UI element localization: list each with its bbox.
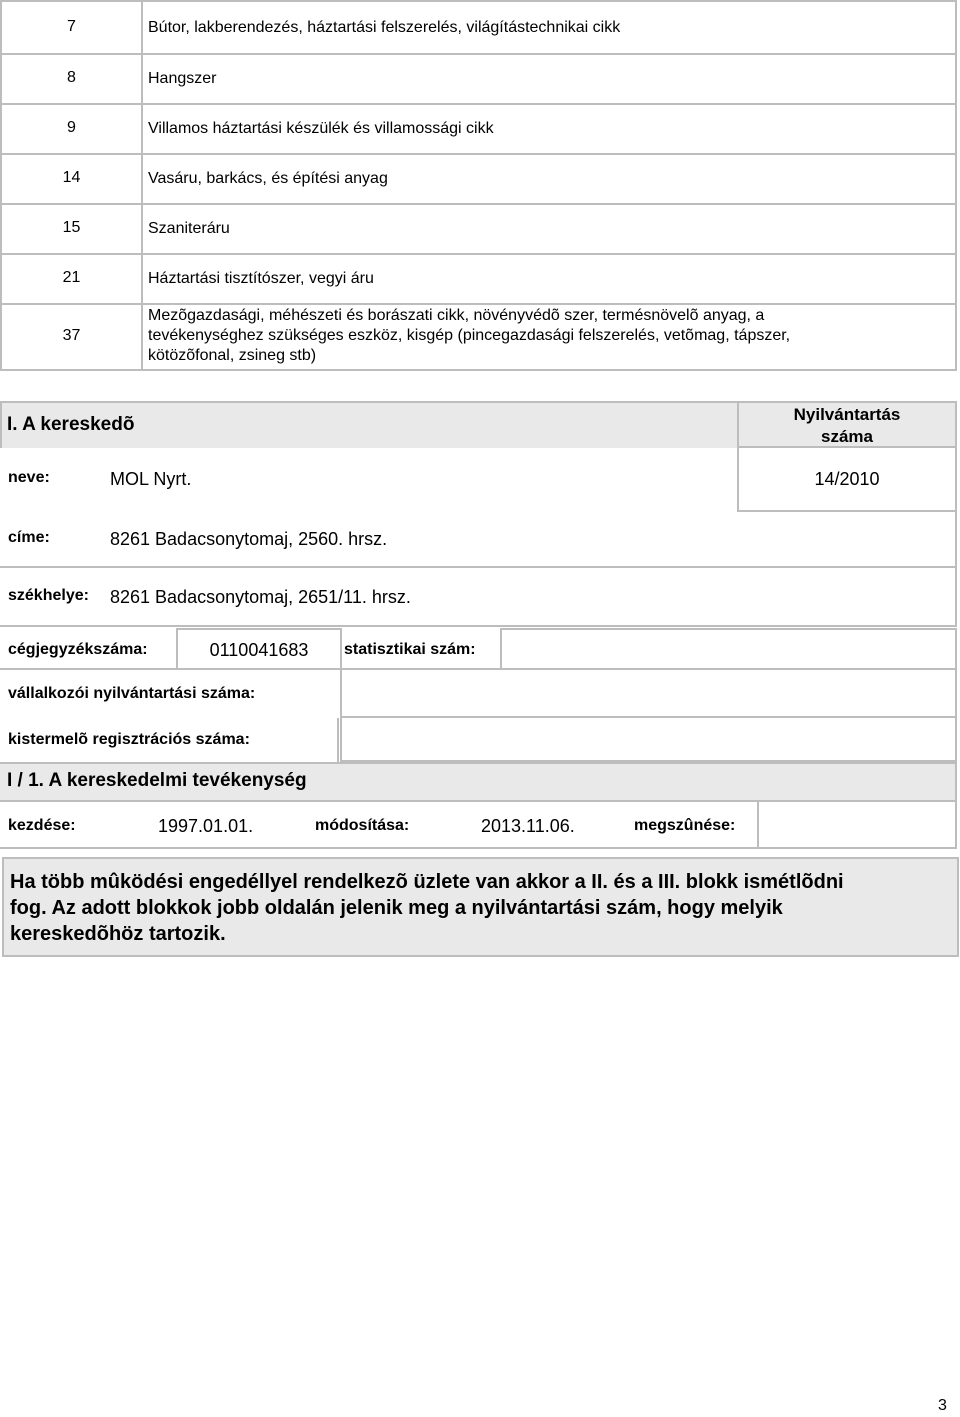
registration-header-line2: száma [821, 427, 873, 446]
category-code: 15 [62, 219, 81, 236]
category-code: 7 [67, 18, 76, 35]
category-name: Háztartási tisztítószer, vegyi áru [148, 270, 374, 287]
seat-value: 8261 Badacsonytomaj, 2651/11. hrsz. [110, 587, 411, 607]
stat-label: statisztikai szám: [344, 641, 476, 658]
entrepreneur-label: vállalkozói nyilvántartási száma: [8, 685, 256, 702]
start-value: 1997.01.01. [158, 816, 254, 836]
section-title: I. A kereskedõ [7, 414, 135, 435]
category-name: Bútor, lakberendezés, háztartási felszerelés, világítástechnikai cikk [148, 19, 621, 36]
registration-header: Nyilvántartás [793, 405, 901, 424]
section-title: I / 1. A kereskedelmi tevékenység [7, 770, 307, 791]
category-code: 21 [62, 269, 81, 286]
registration-number: 14/2010 [814, 469, 880, 489]
category-name: Vasáru, barkács, és építési anyag [148, 170, 388, 187]
company-reg-value: 0110041683 [209, 640, 309, 660]
category-name-line: tevékenységhez szükséges eszköz, kisgép (pincegazdasági felszerelés, vetõmag, tápszer, [148, 327, 791, 344]
category-code: 37 [62, 327, 81, 344]
notice-box [2, 857, 959, 957]
address-label: címe: [8, 529, 50, 546]
category-name-line: Mezõgazdasági, méhészeti és borászati cikk, növényvédõ szer, termésnövelõ anyag, a [148, 307, 765, 324]
seat-label: székhelye: [8, 587, 89, 604]
notice-text: Ha több mûködési engedéllyel rendelkezõ üzlete van akkor a II. és a III. blokk ismétlõdni fog. Az adott blokkok jobb oldalán jelenik meg a nyilvántartási szám, hogy melyik kereskedõhöz tartozik. [10, 871, 844, 945]
page-number: 3 [938, 1397, 947, 1414]
category-code: 9 [67, 119, 76, 136]
start-label: kezdése: [8, 817, 76, 834]
category-code: 14 [62, 169, 81, 186]
end-label: megszûnése: [634, 817, 736, 834]
modified-label: módosítása: [315, 817, 410, 834]
category-name-line: kötözõfonal, zsineg stb) [148, 347, 317, 364]
category-name: Villamos háztartási készülék és villamossági cikk [148, 120, 494, 137]
name-value: MOL Nyrt. [110, 469, 192, 489]
category-name: Hangszer [148, 70, 217, 87]
address-value: 8261 Badacsonytomaj, 2560. hrsz. [110, 529, 388, 549]
modified-value: 2013.11.06. [481, 816, 575, 836]
category-code: 8 [67, 69, 76, 86]
name-label: neve: [8, 469, 50, 486]
category-name: Szaniteráru [148, 220, 230, 237]
smallholder-label: kistermelõ regisztrációs száma: [8, 731, 250, 748]
company-reg-label: cégjegyzékszáma: [8, 641, 148, 658]
